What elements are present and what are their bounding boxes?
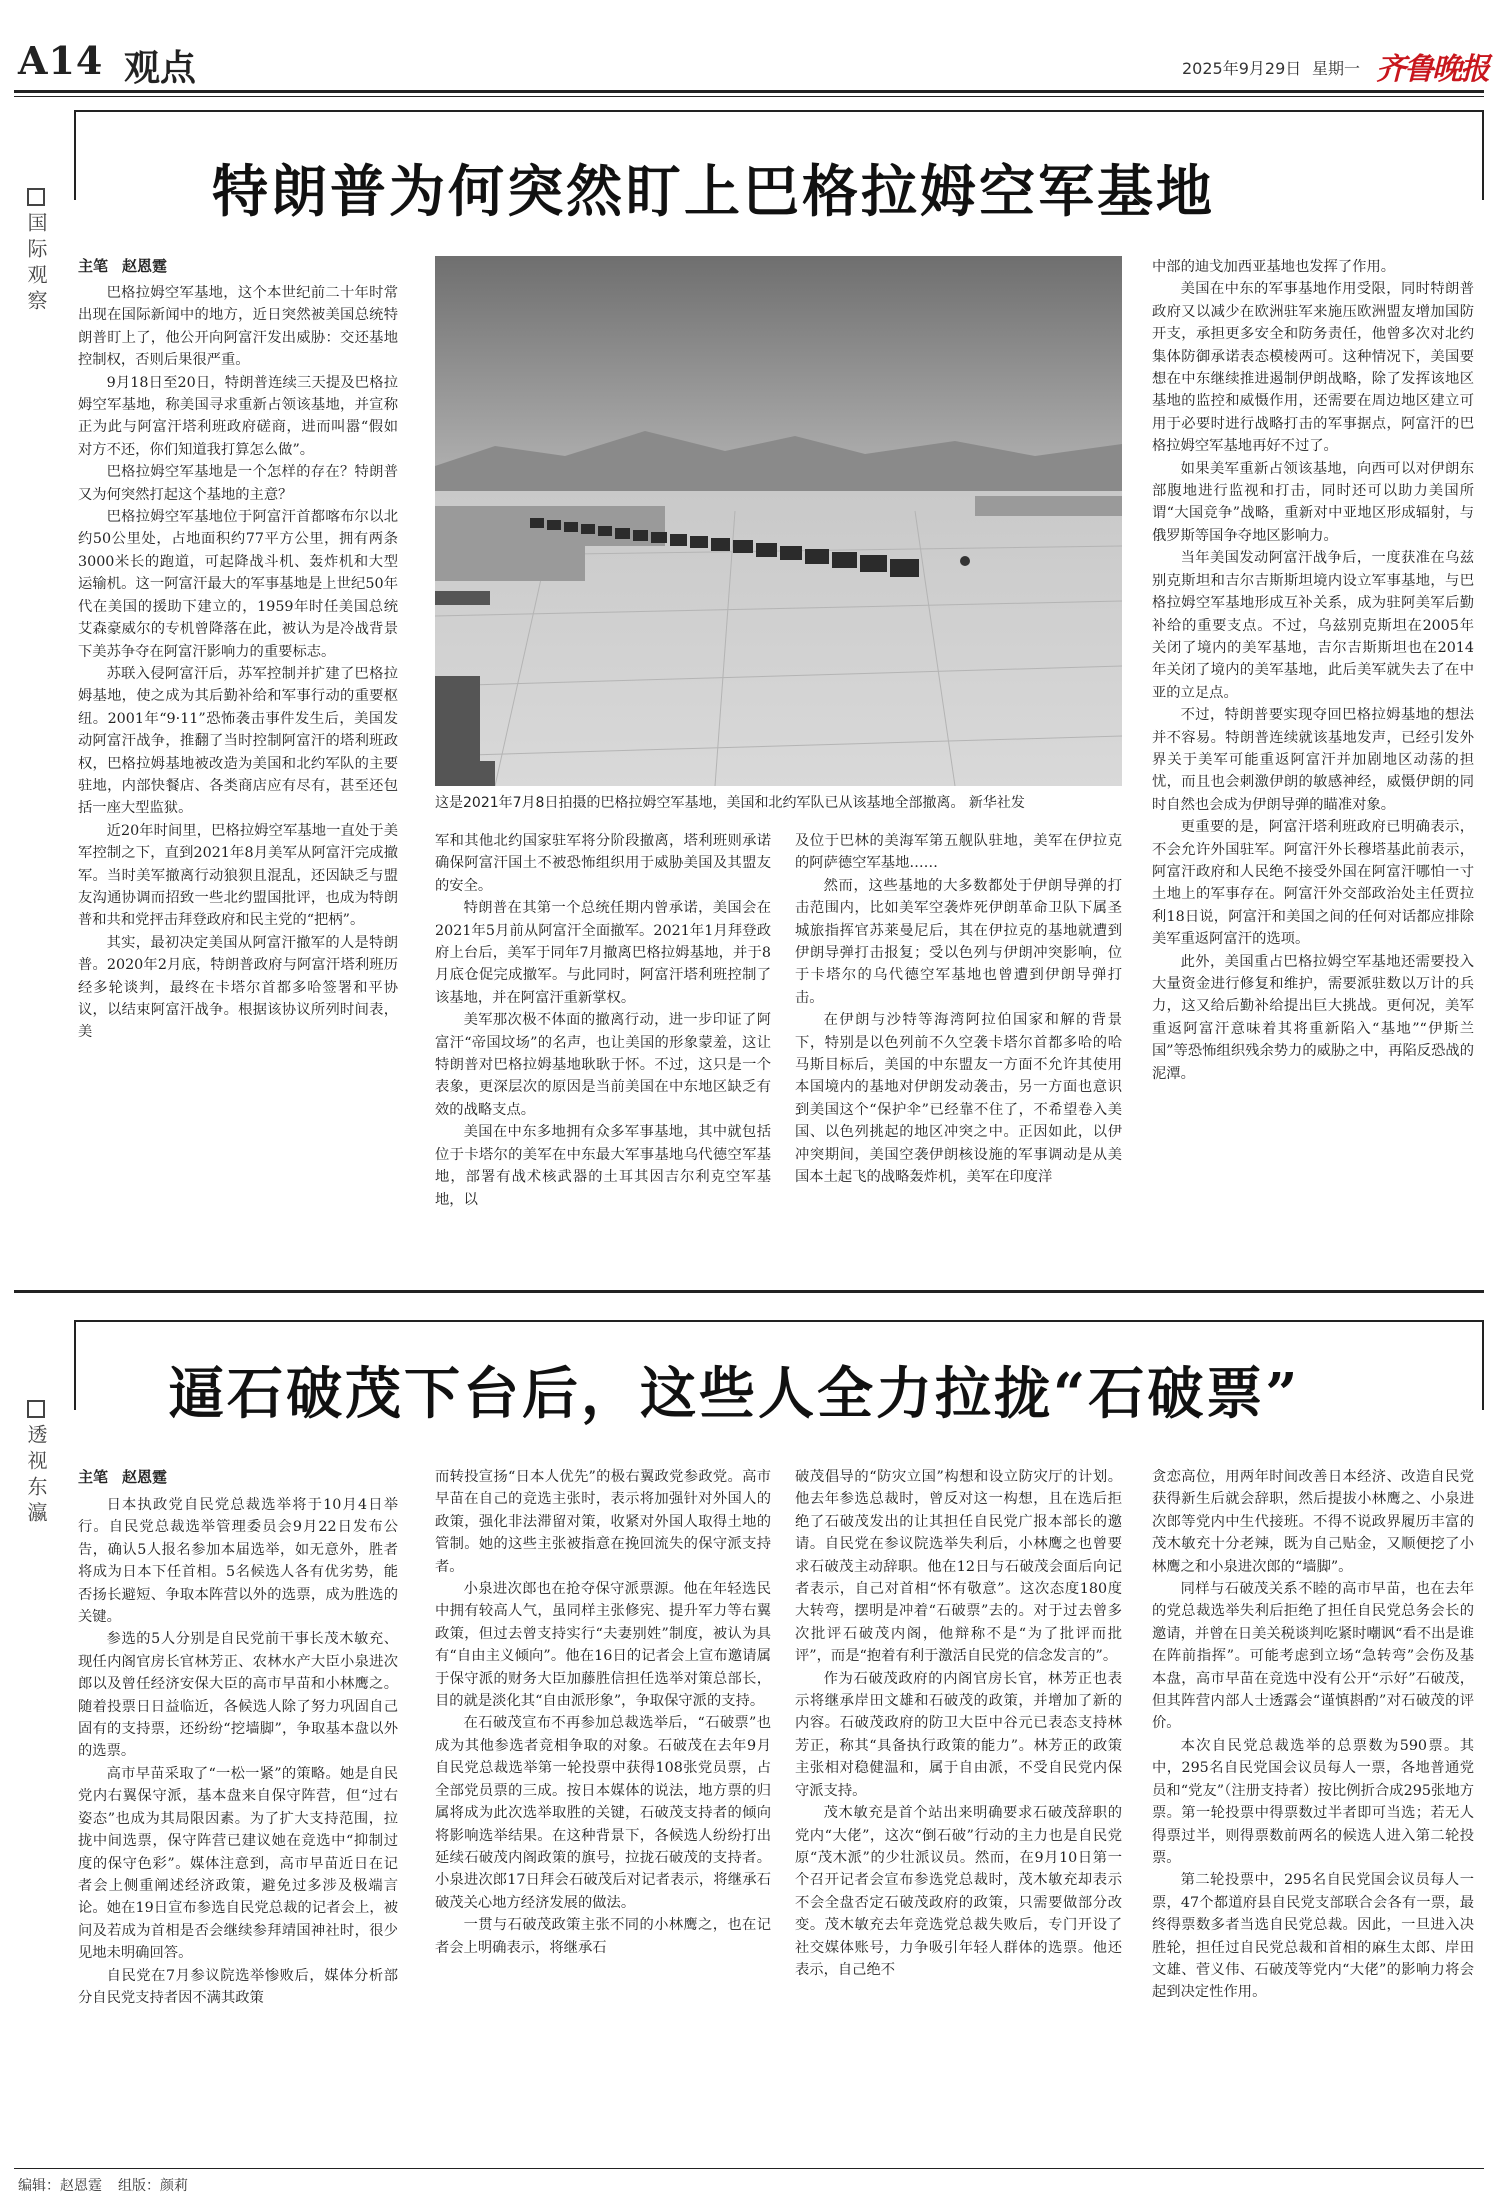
paragraph: 破茂倡导的“防灾立国”构想和设立防灾厅的计划。他去年参选总裁时，曾反对这一构想，且在选后拒绝了石破茂发出的让其担任自民党广报本部长的邀请。自民党在参议院选举失利后，小林鹰之也曾要求石破茂主动辞职。他在12日与石破茂会面后向记者表示，自己对首相“怀有敬意”。这次态度180度大转弯，摆明是冲着“石破票”去的。对于过去曾多次批评石破茂内阁，他辩称不是“为了批评而批评”，而是“抱着有利于激活自民党的信念发言的”。 [795,1469,1122,1665]
byline-role: 主笔 [78,1468,109,1486]
paragraph: 第二轮投票中，295名自民党国会议员每人一票，47个都道府县自民党支部联合会各有一票，最终得票数多者当选自民党总裁。因此，一旦进入决胜轮，担任过自民党总裁和首相的麻生太郎、岸田文雄、菅义伟、石破茂等党内“大佬”的影响力将会起到决定性作用。 [1152,1872,1474,2001]
article2-column-label-text: 透视东瀛 [24,1424,48,1528]
paragraph: 及位于巴林的美海军第五舰队驻地，美军在伊拉克的阿萨德空军基地…… [795,833,1122,872]
article2-column-2 [435,1466,771,2160]
paragraph: 巴格拉姆空军基地位于阿富汗首都喀布尔以北约50公里处，占地面积约77平方公里，拥有两条3000米长的跑道，可起降战斗机、轰炸机和大型运输机。这一阿富汗最大的军事基地是上世纪50年代在美国的援助下建立的，1959年时任美国总统艾森豪威尔的专机曾降落在此，被认为是冷战背景下美苏争夺在阿富汗影响力的重要标志。 [78,509,398,660]
article1-byline [78,255,181,276]
paragraph: 巴格拉姆空军基地，这个本世纪前二十年时常出现在国际新闻中的地方，近日突然被美国总统特朗普盯上了，他公开向阿富汗发出威胁：交还基地控制权，否则后果很严重。 [78,285,398,369]
paragraph: 军和其他北约国家驻军将分阶段撤离，塔利班则承诺确保阿富汗国土不被恐怖组织用于威胁美国及其盟友的安全。 [435,833,771,894]
article1-column-label-text: 国际观察 [24,212,48,316]
byline-name: 赵恩霆 [122,257,168,275]
paragraph: 自民党在7月参议院选举惨败后，媒体分析部分自民党支持者因不满其政策 [78,1967,398,2006]
article2-byline [78,1466,181,1487]
paragraph: 不过，特朗普要实现夺回巴格拉姆基地的想法并不容易。特朗普连续就该基地发声，已经引发外界关于美军可能重返阿富汗并加剧地区动荡的担忧，而且也会刺激伊朗的敏感神经，威慑伊朗的同时自然也会成为伊朗导弹的瞄准对象。 [1152,707,1474,813]
frame-line [1482,110,1484,200]
column-marker-icon [27,1400,45,1418]
article2-headline: 逼石破茂下台后，这些人全力拉拢“石破票” [168,1361,1301,1427]
footer-editor: 编辑：赵恩霆 [18,2178,102,2194]
airbase-photo [435,256,1122,786]
paragraph: 高市早苗采取了“一松一紧”的策略。她是自民党内右翼保守派，基本盘来自保守阵营，但“过右姿态”也成为其局限因素。为了扩大支持范围，拉拢中间选票，保守阵营已建议她在竞选中“抑制过度的保守色彩”。媒体注意到，高市早苗近日在记者会上侧重阐述经济政策，避免过多涉及极端言论。她在19日宣布参选自民党总裁的记者会上，被问及若成为首相是否会继续参拜靖国神社时，很少见地未明确回答。 [78,1765,398,1962]
byline-name: 赵恩霆 [122,1468,168,1486]
frame-line [1482,1320,1484,1410]
paragraph: 如果美军重新占领该基地，向西可以对伊朗东部腹地进行监视和打击，同时还可以助力美国所谓“大国竞争”战略，重新对中亚地区形成辐射，与俄罗斯等国争夺地区影响力。 [1152,460,1474,544]
frame-line [74,1320,76,1410]
article2-column-3 [795,1466,1122,2160]
paragraph: 9月18日至20日，特朗普连续三天提及巴格拉姆空军基地，称美国寻求重新占领该基地，并宣称正为此与阿富汗塔利班政府磋商，进而叫嚣“假如对方不还，你们知道我打算怎么做”。 [78,374,398,458]
section-name: 观点 [124,48,197,89]
frame-line [74,110,76,200]
paragraph: 一贯与石破茂政策主张不同的小林鹰之，也在记者会上明确表示，将继承石 [435,1917,771,1956]
issue-weekday: 星期一 [1312,59,1361,78]
article1-column-label [22,188,51,338]
page-number: A14 [18,38,104,83]
paragraph: 更重要的是，阿富汗塔利班政府已明确表示，不会允许外国驻军。阿富汗外长穆塔基此前表示，阿富汗政府和人民绝不接受外国在阿富汗哪怕一寸土地上的军事存在。阿富汗外交部政治处主任贾拉利18日说，阿富汗和美国之间的任何对话都应排除美军重返阿富汗的选项。 [1152,819,1474,948]
paragraph: 本次自民党总裁选举的总票数为590票。其中，295名自民党国会议员每人一票，各地普通党员和“党友”（注册支持者）按比例折合成295张地方票。第一轮投票中得票数过半者即可当选；若无人得票过半，则得票数前两名的候选人进入第二轮投票。 [1152,1737,1474,1866]
paragraph: 而转投宣扬“日本人优先”的极右翼政党参政党。高市早苗在自己的竞选主张时，表示将加强针对外国人的政策，强化非法滞留对策，收紧对外国人取得土地的管制。她的这些主张被指意在挽回流失的保守派支持者。 [435,1469,771,1575]
paragraph: 参选的5人分别是自民党前干事长茂木敏充、现任内阁官房长官林芳正、农林水产大臣小泉进次郎以及曾任经济安保大臣的高市早苗和小林鹰之。随着投票日日益临近，各候选人除了努力巩固自己固有的支持票，还纷纷“挖墙脚”，争取基本盘以外的选票。 [78,1631,398,1760]
issue-date: 2025年9月29日 [1182,59,1302,78]
paragraph: 在石破茂宣布不再参加总裁选举后，“石破票”也成为其他参选者竞相争取的对象。石破茂在去年9月自民党总裁选举第一轮投票中获得108张党员票，占全部党员票的三成。按日本媒体的说法，地方票的归属将成为此次选举取胜的关键，石破茂支持者的倾向将影响选举结果。在这种背景下，各候选人纷纷打出延续石破茂内阁政策的旗号，拉拢石破茂的支持者。小泉进次郎17日拜会石破茂后对记者表示，将继承石破茂关心地方经济发展的做法。 [435,1715,771,1911]
paragraph: 苏联入侵阿富汗后，苏军控制并扩建了巴格拉姆基地，使之成为其后勤补给和军事行动的重要枢纽。2001年“9·11”恐怖袭击事件发生后，美国发动阿富汗战争，推翻了当时控制阿富汗的塔利班政权，巴格拉姆基地被改造为美国和北约军队的主要驻地，内部快餐店、各类商店应有尽有，甚至还包括一座大型监狱。 [78,665,398,817]
header-rule-thin [14,96,1484,97]
paragraph: 此外，美国重占巴格拉姆空军基地还需要投入大量资金进行修复和维护，需要派驻数以万计的兵力，这又给后勤补给提出巨大挑战。更何况，美军重返阿富汗意味着其将重新陷入“基地”“伊斯兰国”等恐怖组织残余势力的威胁之中，再陷反恐战的泥潭。 [1152,953,1474,1082]
article2-column-4 [1152,1466,1474,2160]
page-footer [18,2175,204,2195]
column-marker-icon [27,188,45,206]
paragraph: 作为石破茂政府的内阁官房长官，林芳正也表示将继承岸田文雄和石破茂的政策，并增加了新的内容。石破茂政府的防卫大臣中谷元已表态支持林芳正，称其“具备执行政策的能力”。林芳正的政策主张相对稳健温和，属于自由派，不受自民党内保守派支持。 [795,1670,1122,1799]
article-separator [14,1290,1484,1293]
article2-column-label [22,1400,51,1550]
paragraph: 美军那次极不体面的撤离行动，进一步印证了阿富汗“帝国坟场”的名声，也让美国的形象蒙羞，这让特朗普对巴格拉姆基地耿耿于怀。不过，这只是一个表象，更深层次的原因是当前美国在中东地区缺乏有效的战略支点。 [435,1012,771,1118]
article1-column-4 [1152,256,1474,1272]
paragraph: 美国在中东的军事基地作用受限，同时特朗普政府又以减少在欧洲驻军来施压欧洲盟友增加国防开支，承担更多安全和防务责任，他曾多次对北约集体防御承诺表态模棱两可。这种情况下，美国要想在中东继续推进遏制伊朗战略，除了发挥该地区基地的监控和威慑作用，还需要在周边地区建立可用于必要时进行战略打击的军事据点，阿富汗的巴格拉姆空军基地再好不过了。 [1152,281,1474,455]
paragraph: 当年美国发动阿富汗战争后，一度获准在乌兹别克斯坦和吉尔吉斯斯坦境内设立军事基地，与巴格拉姆空军基地形成互补关系，成为驻阿美军后勤补给的重要支点。不过，乌兹别克斯坦在2005年关闭了境内的美军基地，吉尔吉斯斯坦也在2014年关闭了境内的美军基地，此后美军就失去了在中亚的立足点。 [1152,550,1474,701]
frame-line [74,110,1484,112]
paragraph: 中部的迪戈加西亚基地也发挥了作用。 [1152,259,1396,275]
paragraph: 美国在中东多地拥有众多军事基地，其中就包括位于卡塔尔的美军在中东最大军事基地乌代德空军基地，部署有战术核武器的土耳其因吉尔利克空军基地，以 [435,1124,771,1208]
byline-role: 主笔 [78,257,109,275]
paragraph: 其实，最初决定美国从阿富汗撤军的人是特朗普。2020年2月底，特朗普政府与阿富汗塔利班历经多轮谈判，最终在卡塔尔首都多哈签署和平协议，以结束阿富汗战争。根据该协议所列时间表，美 [78,934,398,1041]
paragraph: 日本执政党自民党总裁选举将于10月4日举行。自民党总裁选举管理委员会9月22日发布公告，确认5人报名参加本届选举，如无意外，胜者将成为日本下任首相。5名候选人各有优劣势，能否扬长避短、争取本阵营以外的选票，成为胜选的关键。 [78,1497,398,1626]
article1-photo-caption: 这是2021年7月8日拍摄的巴格拉姆空军基地，美国和北约军队已从该基地全部撤离。 新华社发 [435,795,1025,811]
paragraph: 特朗普在其第一个总统任期内曾承诺，美国会在2021年5月前从阿富汗全面撤军。2021年1月拜登政府上台后，美军于同年7月撤离巴格拉姆基地，并于8月底仓促完成撤军。与此同时，阿富汗塔利班控制了该基地，并在阿富汗重新掌权。 [435,900,771,1006]
article1-column-2 [435,830,771,1272]
article1-photo [435,256,1122,786]
paragraph: 茂木敏充是首个站出来明确要求石破茂辞职的党内“大佬”，这次“倒石破”行动的主力也是自民党原“茂木派”的少壮派议员。然而，在9月10日第一个召开记者会宣布参选党总裁时，茂木敏充却表示不会全盘否定石破茂政府的政策，只需要做部分改变。茂木敏充去年竞选党总裁失败后，专门开设了社交媒体账号，力争吸引年轻人群体的选票。他还表示，自己绝不 [795,1805,1122,1978]
footer-rule [14,2168,1484,2169]
header-rule [14,90,1484,93]
paragraph: 在伊朗与沙特等海湾阿拉伯国家和解的背景下，特别是以色列前不久空袭卡塔尔首都多哈的哈马斯目标后，美国的中东盟友一方面不允许其使用本国境内的基地对伊朗发动袭击，另一方面也意识到美国这个“保护伞”已经靠不住了，不希望卷入美国、以色列挑起的地区冲突之中。正因如此，以伊冲突期间，美国空袭伊朗核设施的军事调动是从美国本土起飞的战略轰炸机，美军在印度洋 [795,1012,1122,1186]
article2-column-1 [78,1494,398,2160]
paragraph: 贪恋高位，用两年时间改善日本经济、改造自民党获得新生后就会辞职，然后提拔小林鹰之、小泉进次郎等党内中生代接班。不得不说政界履历丰富的茂木敏充十分老辣，既为自己贴金，又顺便挖了小林鹰之和小泉进次郎的“墙脚”。 [1152,1469,1474,1575]
article1-column-3 [795,830,1122,1272]
paragraph: 小泉进次郎也在抢夺保守派票源。他在年轻选民中拥有较高人气，虽同样主张修宪、提升军力等右翼政策，但过去曾支持实行“夫妻别姓”制度，被认为具有“自由主义倾向”。他在16日的记者会上宣布邀请属于保守派的财务大臣加藤胜信担任选举对策总部长，目的就是淡化其“自由派形象”，争取保守派的支持。 [435,1581,771,1710]
paragraph: 同样与石破茂关系不睦的高市早苗，也在去年的党总裁选举失利后拒绝了担任自民党总务会长的邀请，并曾在日美关税谈判吃紧时嘲讽“看不出是谁在阵前指挥”。可能考虑到立场“急转弯”会伤及基本盘，高市早苗在竞选中没有公开“示好”石破茂，但其阵营内部人士透露会“谨慎斟酌”对石破茂的评价。 [1152,1581,1474,1732]
paragraph: 近20年时间里，巴格拉姆空军基地一直处于美军控制之下，直到2021年8月美军从阿富汗完成撤军。当时美军撤离行动狼狈且混乱，还因缺乏与盟友沟通协调而招致一些北约盟国批评，也成为特朗普和共和党抨击拜登政府和民主党的“把柄”。 [78,822,398,929]
frame-line [74,1320,1484,1322]
article1-column-1 [78,282,398,1272]
article1-headline: 特朗普为何突然盯上巴格拉姆空军基地 [212,159,1215,225]
footer-layout: 组版：颜莉 [118,2178,188,2194]
paper-logo: 齐鲁晚报 [1376,52,1488,87]
paragraph: 然而，这些基地的大多数都处于伊朗导弹的打击范围内，比如美军空袭炸死伊朗革命卫队下属圣城旅指挥官苏莱曼尼后，其在伊拉克的基地就遭到伊朗导弹打击报复；受以色列与伊朗冲突影响，位于卡塔尔的乌代德空军基地也曾遭到伊朗导弹打击。 [795,877,1122,1006]
paragraph: 巴格拉姆空军基地是一个怎样的存在？特朗普又为何突然打起这个基地的主意？ [78,464,398,503]
